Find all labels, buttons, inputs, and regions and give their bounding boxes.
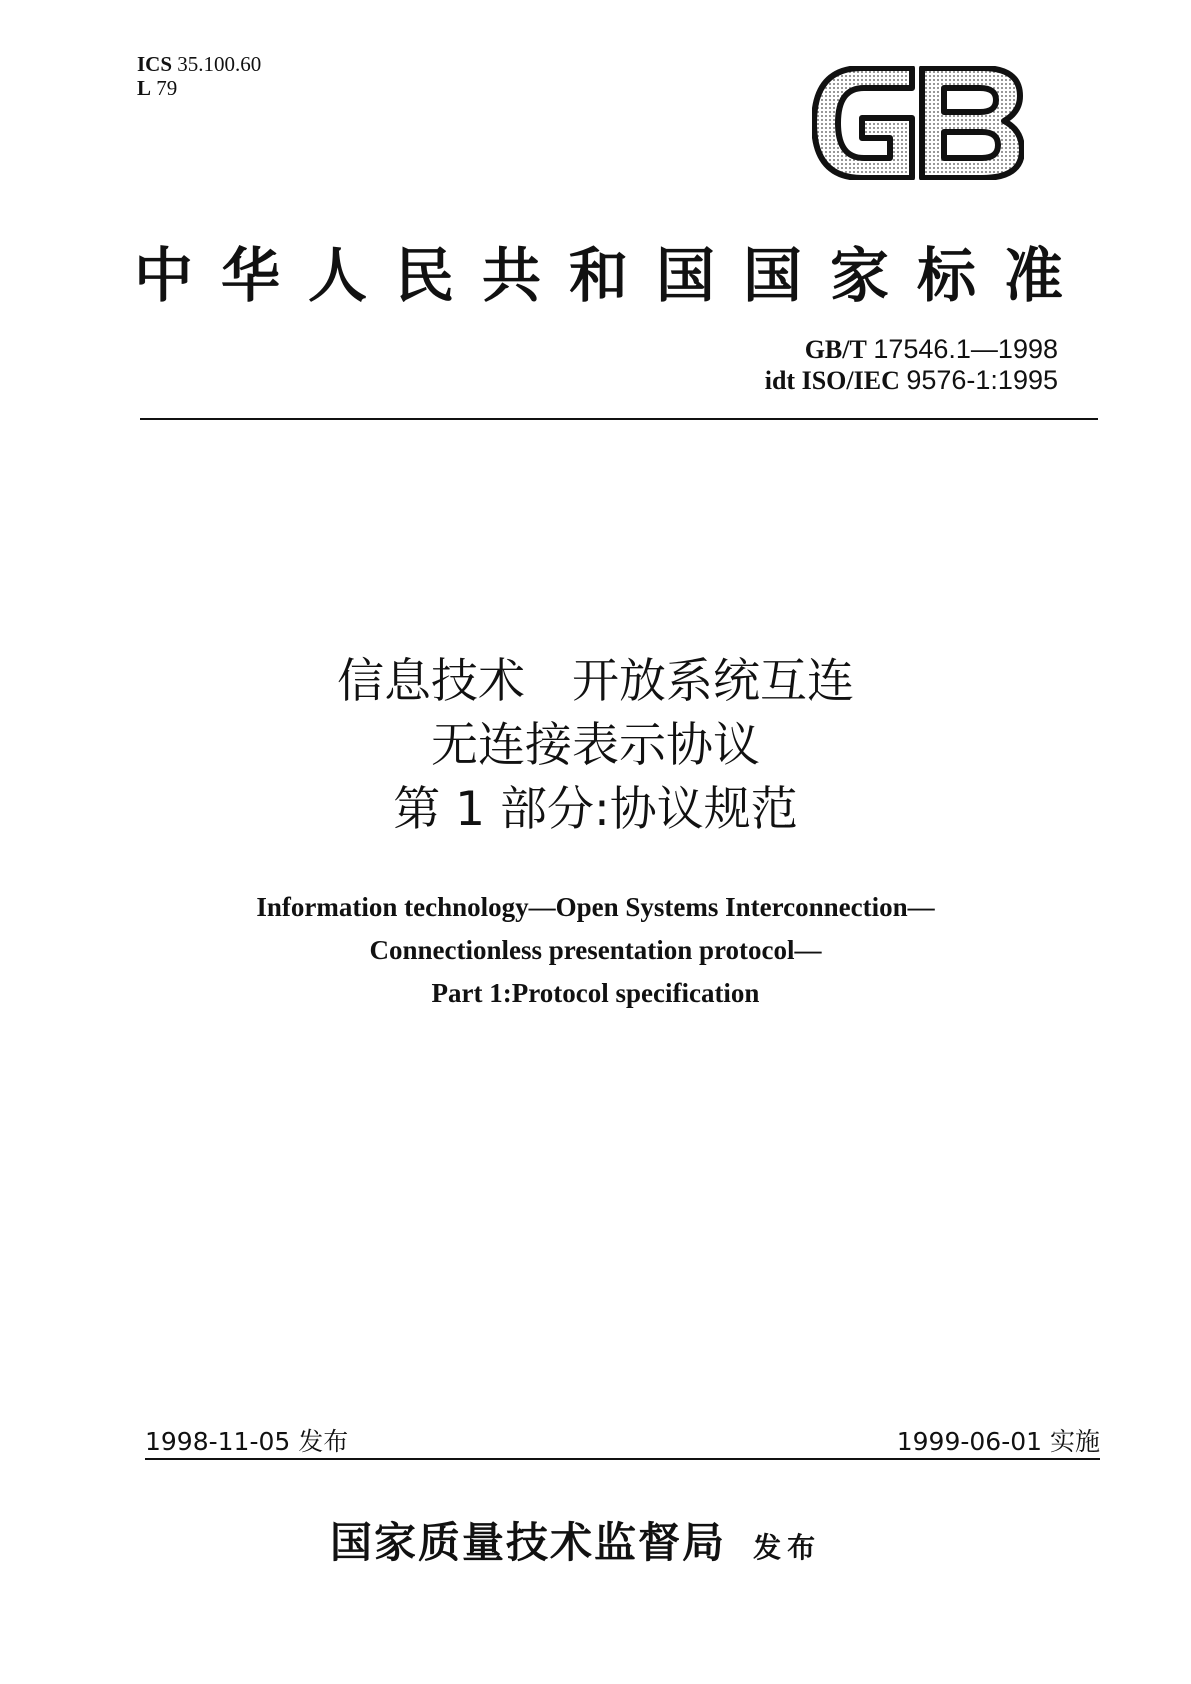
- reference-number: 9576-1:1995: [906, 365, 1058, 395]
- implementation-date: 1999-06-01 实施: [896, 1427, 1100, 1456]
- english-title-line-2: Connectionless presentation protocol—: [369, 935, 822, 965]
- ics-line: [137, 52, 261, 76]
- dates-row: [145, 1422, 1100, 1456]
- ccs-label: L: [137, 76, 152, 100]
- english-title-line-1: Information technology—Open Systems Interconnection—: [256, 892, 935, 922]
- standard-codes: [660, 334, 1058, 396]
- english-title-line-3: Part 1:Protocol specification: [431, 978, 760, 1008]
- equivalence-relation: idt: [764, 366, 796, 395]
- reference-org: ISO/IEC: [801, 366, 900, 395]
- publisher-name: 国家质量技术监督局: [330, 1518, 727, 1567]
- standard-number-line: [660, 334, 1058, 365]
- chinese-title: [0, 650, 1191, 842]
- publisher: [330, 1510, 890, 1570]
- standard-prefix: GB/T: [804, 335, 867, 364]
- chinese-title-line-1: 信息技术 开放系统互连: [337, 654, 854, 709]
- chinese-title-line-2: 无连接表示协议: [431, 718, 760, 773]
- standard-number: 17546.1—1998: [873, 334, 1058, 364]
- ics-code: 35.100.60: [177, 52, 262, 76]
- ics-label: ICS: [137, 52, 173, 76]
- header-divider: [140, 418, 1098, 420]
- classification-codes: [137, 52, 261, 100]
- publisher-action: 发布: [753, 1531, 822, 1564]
- english-title: [0, 886, 1191, 1015]
- ccs-line: [137, 76, 261, 100]
- chinese-title-line-3: 第 1 部分:协议规范: [393, 782, 798, 837]
- footer-divider: [145, 1458, 1100, 1460]
- national-standard-title: 中华人民共和国国家标准: [134, 241, 1092, 310]
- ccs-code: 79: [156, 76, 178, 100]
- issue-date: 1998-11-05 发布: [145, 1427, 349, 1456]
- equivalence-line: [660, 365, 1058, 396]
- gb-logo-icon: [812, 66, 1024, 180]
